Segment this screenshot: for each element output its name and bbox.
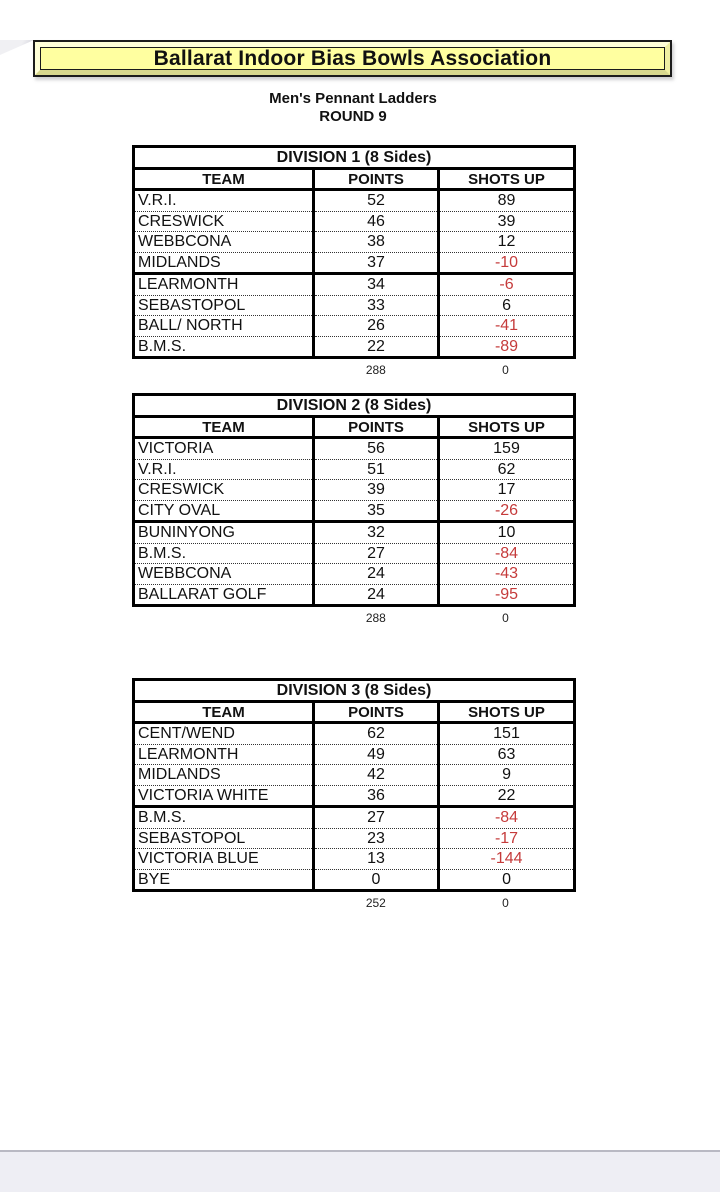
shots-cell: -89 (439, 336, 575, 358)
shots-cell: -26 (439, 500, 575, 522)
table-row (134, 543, 575, 564)
points-cell: 0 (314, 869, 439, 891)
points-cell: 39 (314, 480, 439, 501)
points-total: 252 (365, 896, 386, 910)
points-cell: 27 (314, 543, 439, 564)
table-row (134, 584, 575, 606)
table-row (134, 232, 575, 253)
division-2-totals (132, 610, 573, 626)
points-cell: 26 (314, 316, 439, 337)
table-row (134, 274, 575, 296)
table-row (134, 744, 575, 765)
table-row (134, 336, 575, 358)
shots-cell: -95 (439, 584, 575, 606)
team-cell: CITY OVAL (134, 500, 314, 522)
team-cell: VICTORIA WHITE (134, 785, 314, 807)
division-title-row (134, 680, 575, 702)
table-row (134, 252, 575, 274)
team-cell: B.M.S. (134, 807, 314, 829)
points-cell: 46 (314, 211, 439, 232)
shots-total: 0 (502, 363, 509, 377)
team-cell: SEBASTOPOL (134, 828, 314, 849)
column-header-row (134, 417, 575, 438)
division-1-totals (132, 362, 573, 378)
document-subhead (0, 90, 706, 126)
points-cell: 36 (314, 785, 439, 807)
column-header-row (134, 702, 575, 723)
table-row (134, 480, 575, 501)
table-row (134, 849, 575, 870)
team-column-header: TEAM (134, 702, 314, 723)
table-row (134, 211, 575, 232)
shots-cell: 10 (439, 522, 575, 544)
table-row (134, 190, 575, 212)
team-cell: CRESWICK (134, 211, 314, 232)
shots-cell: -43 (439, 564, 575, 585)
round-label: ROUND 9 (319, 108, 387, 125)
shots-cell: -41 (439, 316, 575, 337)
points-cell: 51 (314, 459, 439, 480)
points-total: 288 (365, 363, 386, 377)
page-corner-fold (0, 40, 34, 55)
points-cell: 42 (314, 765, 439, 786)
team-cell: CENT/WEND (138, 725, 235, 743)
points-cell: 38 (314, 232, 439, 253)
shots-up-column-header: SHOTS UP (439, 169, 575, 190)
team-cell: BYE (134, 869, 314, 891)
team-cell: MIDLANDS (134, 765, 314, 786)
table-row (134, 500, 575, 522)
points-cell: 52 (314, 190, 439, 212)
table-row (134, 522, 575, 544)
points-cell: 56 (314, 438, 439, 460)
points-cell: 35 (314, 500, 439, 522)
division-1-table (132, 145, 576, 359)
table-row (134, 459, 575, 480)
team-column-header: TEAM (134, 417, 314, 438)
team-cell: V.R.I. (134, 459, 314, 480)
shots-cell: -6 (439, 274, 575, 296)
shots-total: 0 (502, 896, 509, 910)
viewer-footer-strip (0, 1150, 720, 1192)
shots-cell: 17 (439, 480, 575, 501)
team-cell: VICTORIA (138, 440, 214, 458)
subtitle: Men's Pennant Ladders (269, 90, 437, 107)
team-cell: V.R.I. (138, 192, 177, 210)
division-3-section (132, 678, 573, 911)
shots-cell: -10 (439, 252, 575, 274)
shots-up-column-header: SHOTS UP (439, 702, 575, 723)
points-column-header: POINTS (314, 417, 439, 438)
team-cell: B.M.S. (134, 543, 314, 564)
shots-cell: 39 (439, 211, 575, 232)
table-row (134, 723, 575, 745)
division-2-section (132, 393, 573, 626)
shots-cell: 6 (439, 295, 575, 316)
table-row (134, 869, 575, 891)
points-cell: 49 (314, 744, 439, 765)
shots-total: 0 (502, 611, 509, 625)
banner-title: Ballarat Indoor Bias Bowls Association (153, 46, 552, 70)
shots-cell: 159 (439, 438, 575, 460)
table-row (134, 807, 575, 829)
points-cell: 22 (314, 336, 439, 358)
column-header-row (134, 169, 575, 190)
points-cell: 23 (314, 828, 439, 849)
points-cell: 62 (314, 723, 439, 745)
table-row (134, 438, 575, 460)
team-cell: SEBASTOPOL (134, 295, 314, 316)
division-title: DIVISION 1 (8 Sides) (134, 147, 575, 169)
team-cell: CRESWICK (134, 480, 314, 501)
team-column-header: TEAM (134, 169, 314, 190)
points-cell: 34 (314, 274, 439, 296)
shots-cell: 0 (439, 869, 575, 891)
team-cell: MIDLANDS (134, 252, 314, 274)
team-cell: WEBBCONA (134, 232, 314, 253)
shots-cell: 151 (439, 723, 575, 745)
shots-cell: 12 (439, 232, 575, 253)
points-cell: 37 (314, 252, 439, 274)
division-title-row (134, 395, 575, 417)
shots-cell: -144 (439, 849, 575, 870)
points-cell: 32 (314, 522, 439, 544)
points-cell: 24 (314, 584, 439, 606)
division-3-table (132, 678, 576, 892)
team-cell: B.M.S. (134, 336, 314, 358)
team-cell: BALL/ NORTH (134, 316, 314, 337)
points-column-header: POINTS (314, 702, 439, 723)
table-row (134, 316, 575, 337)
table-row (134, 785, 575, 807)
team-cell: BUNINYONG (134, 522, 314, 544)
division-title-row (134, 147, 575, 169)
division-3-totals (132, 895, 573, 911)
shots-up-column-header: SHOTS UP (439, 417, 575, 438)
points-cell: 13 (314, 849, 439, 870)
shots-cell: 62 (439, 459, 575, 480)
shots-cell: -84 (439, 543, 575, 564)
division-title: DIVISION 2 (8 Sides) (134, 395, 575, 417)
team-cell: WEBBCONA (134, 564, 314, 585)
team-cell: BALLARAT GOLF (134, 584, 314, 606)
table-row (134, 295, 575, 316)
banner (33, 40, 672, 77)
points-column-header: POINTS (314, 169, 439, 190)
shots-cell: -17 (439, 828, 575, 849)
shots-cell: -84 (439, 807, 575, 829)
division-title: DIVISION 3 (8 Sides) (134, 680, 575, 702)
table-row (134, 564, 575, 585)
shots-cell: 9 (439, 765, 575, 786)
table-row (134, 765, 575, 786)
division-1-section (132, 145, 573, 378)
team-cell: LEARMONTH (134, 274, 314, 296)
team-cell: VICTORIA BLUE (134, 849, 314, 870)
points-cell: 33 (314, 295, 439, 316)
points-total: 288 (365, 611, 386, 625)
division-2-table (132, 393, 576, 607)
table-row (134, 828, 575, 849)
shots-cell: 22 (439, 785, 575, 807)
shots-cell: 89 (439, 190, 575, 212)
points-cell: 27 (314, 807, 439, 829)
shots-cell: 63 (439, 744, 575, 765)
points-cell: 24 (314, 564, 439, 585)
team-cell: LEARMONTH (134, 744, 314, 765)
